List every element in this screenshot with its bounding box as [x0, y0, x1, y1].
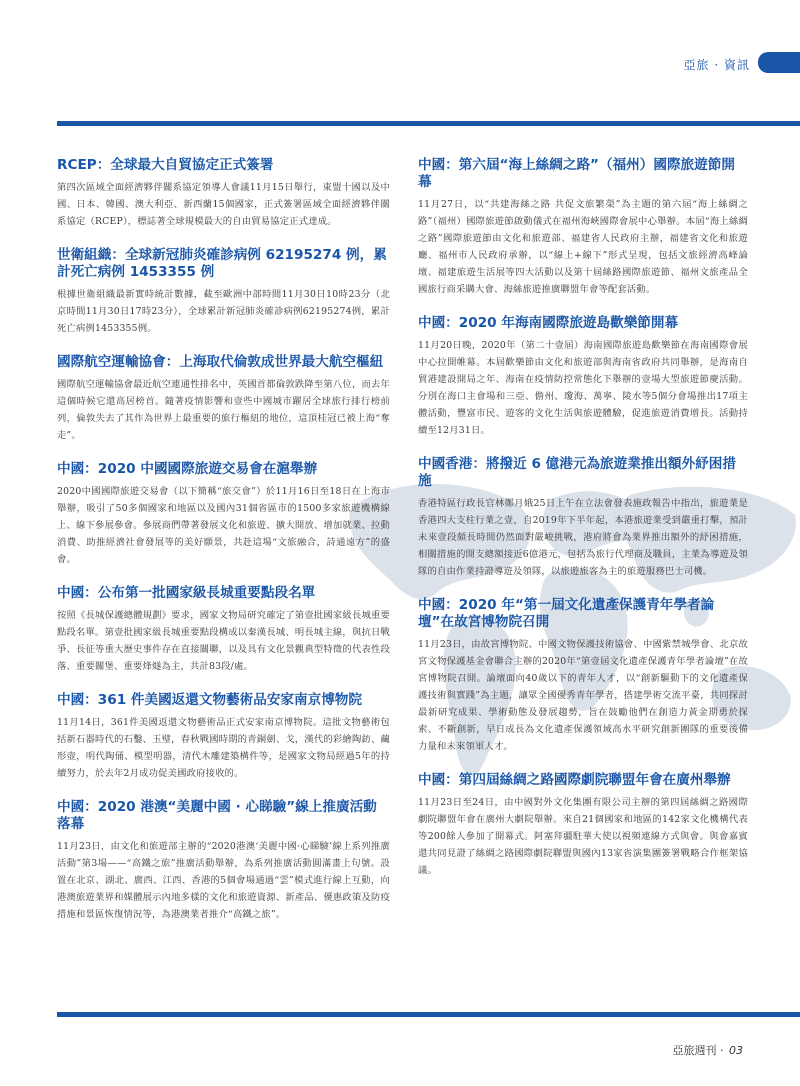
article-citm-2020: [57, 461, 390, 568]
top-rule: [57, 121, 800, 126]
article-headline: 世衛組織：全球新冠肺炎確診病例 62195274 例，累計死亡病例 1453355 例: [57, 247, 387, 280]
article-body: 國際航空運輸協會最近航空連通性排名中，英國首都倫敦跌降至第八位，而去年這個時候它還高居榜首。隨著疫情影響和壹些中國城市躍居全球旅行排行榜前列，倫敦失去了其作為世界上最重要的旅行樞紐的地位，這頂桂冠已被上海“奪走”。: [57, 379, 390, 441]
article-headline: 國際航空運輸協會：上海取代倫敦成世界最大航空樞紐: [57, 354, 384, 370]
article-body: 根據世衛組織最新實時統計數據，截至歐洲中部時間11月30日10時23分（北京時間11月30日17時23分），全球累計新冠肺炎確診病例62195274例，累計死亡病例1453355例。: [57, 289, 390, 334]
article-body: 11月20日晚，2020年（第二十壹屆）海南國際旅遊島歡樂節在海南國際會展中心拉開帷幕。本屆歡樂節由文化和旅遊部與海南省政府共同舉辦，是海南自貿港建設開局之年、海南在疫情防控常態化下舉辦的壹場大型旅遊節慶活動。分別在海口主會場和三亞、儋州、瓊海、萬寧、陵水等5個分會場推出17項主體活動，豐富市民、遊客的文化生活與旅遊體驗，促進旅遊消費增長。活動持續至12月31日。: [418, 340, 748, 436]
article-headline: 中國：第四屆絲綢之路國際劇院聯盟年會在廣州舉辦: [418, 772, 731, 788]
article-hk-relief: [418, 456, 748, 580]
article-heritage-forum: [418, 597, 748, 755]
article-iata-shanghai: [57, 354, 390, 444]
article-silk-road-theatre: [418, 772, 748, 879]
article-body: 11月23日，由故宮博物院、中國文物保護技術協會、中國紫禁城學會、北京故宮文物保護基金會聯合主辦的2020年“第壹屆文化遺產保護青年學者論壇”在故宮博物院召開。論壇面向40歲以下的青年人才，以“創新驅動下的文化遺產保護技術與實踐”為主題，讓眾全國優秀青年學者，搭建學術交流平臺，共同探討最新研究成果、學術動態及發展趨勢，旨在鼓勵他們在創造力黃金期勇於探索、不斷創新，早日成長為文化遺產保護領域高水平研究創新團隊的重要後備力量和未來領軍人才。: [418, 639, 748, 752]
publication-name: 亞旅週刊 ·: [672, 1044, 727, 1057]
article-hk-macau-promo: [57, 799, 390, 923]
article-body: 11月27日，以“共建海絲之路 共促文旅繁榮”為主題的第六屆“海上絲綢之路”（福州）國際旅遊節啟動儀式在福州海峽國際會展中心舉辦。本屆“海上絲綢之路”國際旅遊節由文化和旅遊部、福建省人民政府主辦，福建省文化和旅遊廳、福州市人民政府承辦，以“線上+線下”形式呈現，包括文旅經濟高峰論壇、福建旅遊生活展等四大活動以及第十屆絲路國際旅遊節、福州文旅產品全國旅行商采購大會、海絲旅遊推廣聯盟年會等配套活動。: [418, 199, 748, 295]
right-column: [418, 157, 748, 896]
article-headline: 中國：2020 年海南國際旅遊島歡樂節開幕: [418, 315, 679, 331]
article-headline: 中國：2020 港澳“美麗中國 · 心睇驗”線上推廣活動落幕: [57, 799, 377, 832]
article-body: 第四次區域全面經濟夥伴關系協定領導人會議11月15日舉行，東盟十國以及中國、日本、韓國、澳大利亞、新西蘭15個國家，正式簽署區域全面經濟夥伴關系協定（RCEP），標誌著全球規模最大的自由貿易協定正式達成。: [57, 182, 390, 227]
article-who-covid: [57, 247, 390, 337]
article-body: 11月23日至24日，由中國對外文化集團有限公司主辦的第四屆絲綢之路國際劇院聯盟年會在廣州大劇院舉辦。來自21個國家和地區的142家文化機構代表等200餘人參加了開幕式。阿塞拜疆駐華大使以視頻連線方式與會。與會嘉賓還共同見證了絲綢之路國際劇院聯盟與國內13家省演集團簽署戰略合作框架協議。: [418, 797, 748, 876]
article-headline: 中國：第六屆“海上絲綢之路”（福州）國際旅遊節開幕: [418, 157, 735, 190]
article-body: 11月14日，361件美國返還文物藝術品正式安家南京博物院。這批文物藝術包括新石器時代的石鑿、玉璧，春秋戰國時期的青銅劍、戈，漢代的彩繪陶鈁、繭形壺，明代陶俑、模型明器，清代木雕建築構件等，是國家文物局經過5年的持續努力，於去年2月成功促美國政府接收的。: [57, 717, 390, 779]
article-rcep: [57, 157, 390, 230]
page-footer: [673, 1042, 744, 1058]
page-number: 03: [729, 1044, 743, 1057]
article-headline: 中國香港：將撥近 6 億港元為旅遊業推出額外紓困措施: [418, 456, 736, 489]
article-headline: 中國：2020 中國國際旅遊交易會在滬舉辦: [57, 461, 318, 477]
article-fuzhou-festival: [418, 157, 748, 298]
article-hainan-carnival: [418, 315, 748, 439]
article-headline: RCEP：全球最大自貿協定正式簽署: [57, 157, 274, 173]
article-body: 香港特區行政長官林鄭月娥25日上午在立法會發表施政報告中指出，旅遊業是香港四大支柱行業之壹，自2019年下半年起，本港旅遊業受到嚴重打擊，預計未來壹段頗長時間仍然面對嚴峻挑戰，港府將會為業界推出額外的紓困措施，相關措施的開支總額接近6億港元，包括為旅行代理商及職員，主業為導遊及領隊的自由作業持證導遊及領隊，以旅遊旅客為主的旅遊服務巴士司機。: [418, 498, 748, 577]
article-headline: 中國：2020 年“第一屆文化遺產保護青年學者論壇”在故宮博物院召開: [418, 597, 715, 630]
section-label: 亞旅 · 資訊: [683, 58, 750, 72]
article-headline: 中國：公布第一批國家級長城重要點段名單: [57, 585, 316, 601]
article-great-wall: [57, 585, 390, 675]
left-column: [57, 157, 390, 940]
article-body: 2020中國國際旅遊交易會（以下簡稱“旅交會”）於11月16日至18日在上海市舉辦，吸引了50多個國家和地區以及國內31個省區市的1500多家旅遊機構線上、線下參展參會。參展商們帶著發展文化和旅遊、擴大開放、增加就業、拉動消費、助推經濟社會發展等的美好願景，共赴這場“文旅融合，詩通遠方”的盛會。: [57, 486, 390, 565]
article-nanjing-museum: [57, 692, 390, 782]
bottom-rule: [57, 1012, 800, 1017]
article-headline: 中國：361 件美國返還文物藝術品安家南京博物院: [57, 692, 362, 708]
article-body: 按照《長城保護總體規劃》要求，國家文物局研究確定了第壹批國家級長城重要點段名單。第壹批國家級長城重要點段構成以秦漢長城、明長城主線，與抗日戰爭、長征等重大歷史事件存在直接關聯，以及具有文化景觀典型特徵的代表性段落、重要關堡、重要烽燧為主，共計83段/處。: [57, 610, 390, 672]
article-body: 11月23日，由文化和旅遊部主辦的“2020港澳‘美麗中國·心睇驗’線上系列推廣活動”第3場——“高鐵之旅”推廣活動舉辦，為系列推廣活動圓滿畫上句號。設置在北京、湖北、廣西、江西、香港的5個會場通過“雲”模式進行線上互動，向港澳旅遊業界和媒體展示內地多樣的文化和旅遊資源、新產品、優惠政策及防疫措施和景區恢復情況等，為港澳業者推介“高鐵之旅”。: [57, 841, 390, 920]
header-tab-marker: [758, 52, 800, 73]
